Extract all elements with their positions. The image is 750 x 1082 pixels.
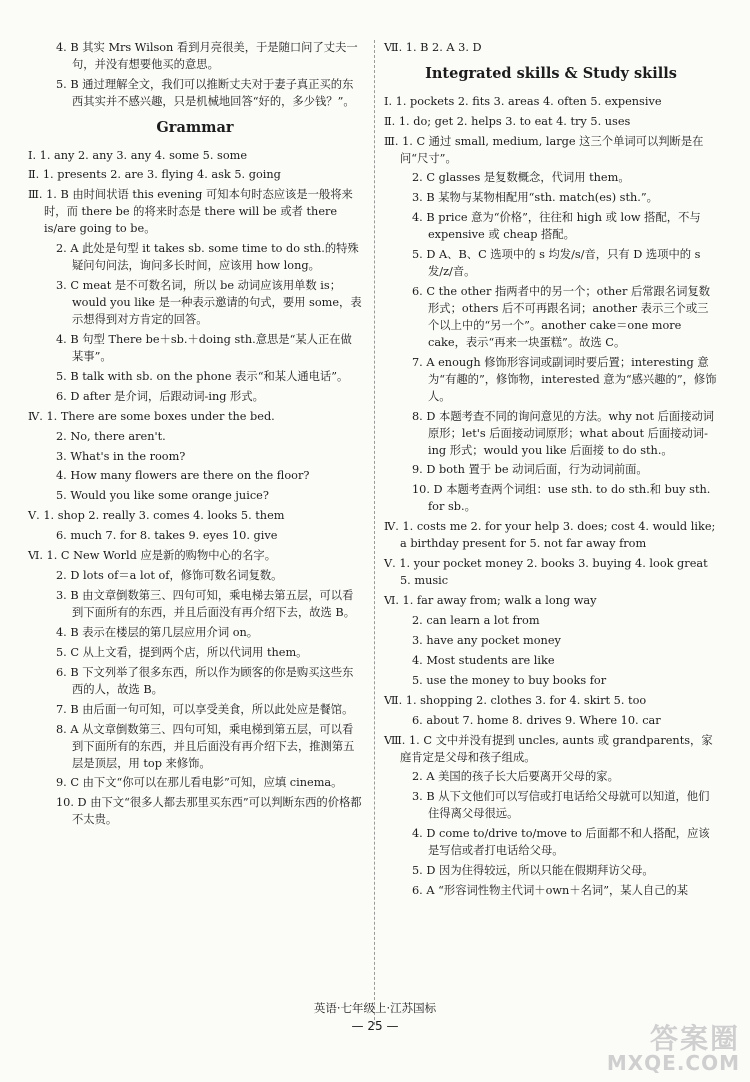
answer-line: Ⅵ. 1. C New World 应是新的购物中心的名字。 bbox=[28, 549, 277, 563]
answer-line: 8. D 本题考查不同的询问意见的方法。why not 后面接动词原形；let's 后面接动词原形；what about 后面接动词-ing 形式；would you like 后面接 to do sth.。 bbox=[412, 409, 715, 457]
answer-line: 9. C 由下文“你可以在那儿看电影”可知，应填 cinema。 bbox=[56, 776, 343, 790]
answer-line: 2. A 此处是句型 it takes sb. some time to do sth.的特殊疑问句问法，询问多长时间，应该用 how long。 bbox=[56, 242, 359, 273]
answer-line: 5. D 因为住得较远，所以只能在假期拜访父母。 bbox=[412, 864, 654, 878]
answer-line: 7. A enough 修饰形容词或副词时要后置；interesting 意为“有趣的”，修饰物，interested 意为“感兴趣的”，修饰人。 bbox=[412, 355, 717, 403]
answer-line: 2. C glasses 是复数概念，代词用 them。 bbox=[412, 171, 630, 185]
watermark-url: MXQE.COM bbox=[606, 1051, 740, 1075]
answer-line: 3. B 由文章倒数第三、四句可知，乘电梯去第五层，可以看到下面所有的东西，并且后面没有再介绍下去，故选 B。 bbox=[56, 589, 356, 619]
answer-line: Ⅱ. 1. do; get 2. helps 3. to eat 4. try 5. uses bbox=[384, 114, 631, 128]
answer-line: Ⅶ. 1. B 2. A 3. D bbox=[384, 41, 482, 54]
page-number: — 25 — bbox=[351, 1019, 399, 1034]
answer-line: 7. B 由后面一句可知，可以享受美食，所以此处应是餐馆。 bbox=[56, 702, 354, 716]
answer-line: 5. B 通过理解全文，我们可以推断丈夫对于妻子真正买的东西其实并不感兴趣，只是机械地回答“好的，多少钱？”。 bbox=[56, 77, 355, 108]
answer-line: 6. C the other 指两者中的另一个；other 后常跟名词复数形式；others 后不可再跟名词；another 表示三个或三个以上中的“另一个”。another cake＝one more cake，表示“再来一块蛋糕”。故选 C。 bbox=[412, 285, 711, 349]
left-answer-list bbox=[28, 148, 362, 830]
right-answer-list bbox=[384, 94, 718, 900]
answer-line: 6. much 7. for 8. takes 9. eyes 10. give bbox=[56, 529, 278, 543]
column-divider bbox=[374, 40, 375, 1025]
answer-line: 6. about 7. home 8. drives 9. Where 10. car bbox=[412, 713, 661, 727]
watermark-logo bbox=[606, 1021, 740, 1075]
answer-line: 10. D 本题考查两个词组：use sth. to do sth.和 buy sth. for sb.。 bbox=[412, 483, 711, 514]
answer-line: 2. A 美国的孩子长大后要离开父母的家。 bbox=[412, 770, 619, 784]
answer-line: Ⅷ. 1. C 文中并没有提到 uncles, aunts 或 grandparents，家庭肯定是父母和孩子组成。 bbox=[384, 733, 713, 764]
answer-line: 9. D both 置于 be 动词后面，行为动词前面。 bbox=[412, 463, 648, 477]
answer-line: 4. How many flowers are there on the floor? bbox=[56, 469, 310, 483]
answer-line: Ⅴ. 1. shop 2. really 3. comes 4. looks 5. them bbox=[28, 509, 285, 523]
left-top-block bbox=[28, 40, 362, 111]
answer-line: Ⅵ. 1. far away from; walk a long way bbox=[384, 594, 597, 607]
right-top-block bbox=[384, 40, 718, 57]
answer-line: 5. Would you like some orange juice? bbox=[56, 489, 269, 503]
answer-line: 5. B talk with sb. on the phone 表示“和某人通电话”。 bbox=[56, 369, 349, 383]
answer-line: 3. C meat 是不可数名词，所以 be 动词应该用单数 is；would you like 是一种表示邀请的句式，要用 some，表示想得到对方肯定的回答。 bbox=[56, 279, 362, 326]
right-column bbox=[384, 40, 718, 903]
answer-line: 3. B 从下文他们可以写信或打电话给父母就可以知道，他们住得离父母很远。 bbox=[412, 790, 710, 821]
answer-line: 4. B 其实 Mrs Wilson 看到月亮很美，于是随口问了丈夫一句，并没有想要他买的意思。 bbox=[56, 41, 358, 71]
answer-line: 4. Most students are like bbox=[412, 653, 555, 667]
answer-line: Ⅲ. 1. B 由时间状语 this evening 可知本句时态应该是一般将来时，而 there be 的将来时态是 there will be 或者 there is/are going to be。 bbox=[28, 188, 353, 236]
answer-line: Ⅳ. 1. costs me 2. for your help 3. does; cost 4. would like; a birthday present for 5. not far away from bbox=[384, 520, 716, 551]
answer-line: 2. can learn a lot from bbox=[412, 613, 540, 627]
answer-line: 4. B 表示在楼层的第几层应用介词 on。 bbox=[56, 625, 259, 639]
answer-line: 2. D lots of＝a lot of，修饰可数名词复数。 bbox=[56, 569, 283, 583]
answer-line: Ⅱ. 1. presents 2. are 3. flying 4. ask 5. going bbox=[28, 168, 281, 182]
answer-line: 5. D A、B、C 选项中的 s 均发/s/音，只有 D 选项中的 s 发/z/音。 bbox=[412, 248, 701, 279]
answer-line: Ⅶ. 1. shopping 2. clothes 3. for 4. skirt 5. too bbox=[384, 693, 647, 707]
footer-subject: 英语·七年级上·江苏国标 bbox=[313, 1001, 437, 1015]
answer-line: 5. C 从上文看，提到两个店，所以代词用 them。 bbox=[56, 645, 308, 659]
answer-line: 3. have any pocket money bbox=[412, 633, 561, 647]
answer-line: 4. B 句型 There be＋sb.＋doing sth.意思是“某人正在做某事”。 bbox=[56, 332, 352, 363]
answer-line: Ⅰ. 1. pockets 2. fits 3. areas 4. often 5. expensive bbox=[384, 94, 662, 108]
answer-line: 10. D 由下文“很多人都去那里买东西”可以判断东西的价格都不太贵。 bbox=[56, 796, 362, 827]
answer-line: 2. No, there aren't. bbox=[56, 429, 166, 443]
answer-line: Ⅲ. 1. C 通过 small, medium, large 这三个单词可以判断是在问“尺寸”。 bbox=[384, 134, 704, 165]
section-heading-grammar: Grammar bbox=[156, 118, 234, 136]
answer-line: Ⅳ. 1. There are some boxes under the bed. bbox=[28, 409, 275, 423]
answer-line: Ⅰ. 1. any 2. any 3. any 4. some 5. some bbox=[28, 148, 248, 162]
answer-page bbox=[28, 40, 722, 1030]
left-column bbox=[28, 40, 362, 832]
answer-line: 6. D after 是介词，后跟动词-ing 形式。 bbox=[56, 389, 264, 403]
answer-line: 6. B 下文列举了很多东西，所以作为顾客的你是购买这些东西的人，故选 B。 bbox=[56, 665, 354, 696]
answer-line: 3. B 某物与某物相配用“sth. match(es) sth.”。 bbox=[412, 191, 658, 205]
answer-line: Ⅴ. 1. your pocket money 2. books 3. buying 4. look great 5. music bbox=[384, 557, 708, 588]
section-heading-integrated-skills: Integrated skills & Study skills bbox=[425, 64, 677, 82]
answer-line: 8. A 从文章倒数第三、四句可知，乘电梯到第五层，可以看到下面所有的东西，并且后面没有再介绍下去，推测第五层是顶层，用 top 来修饰。 bbox=[56, 722, 355, 770]
answer-line: 3. What's in the room? bbox=[56, 449, 186, 463]
answer-line: 6. A “形容词性物主代词＋own＋名词”，某人自己的某 bbox=[412, 884, 689, 898]
answer-line: 4. B price 意为“价格”，往往和 high 或 low 搭配，不与 expensive 或 cheap 搭配。 bbox=[412, 211, 701, 242]
watermark-text: 答案圈 bbox=[649, 1021, 740, 1055]
answer-line: 4. D come to/drive to/move to 后面都不和人搭配，应该是写信或者打电话给父母。 bbox=[412, 827, 710, 858]
answer-line: 5. use the money to buy books for bbox=[412, 673, 607, 687]
